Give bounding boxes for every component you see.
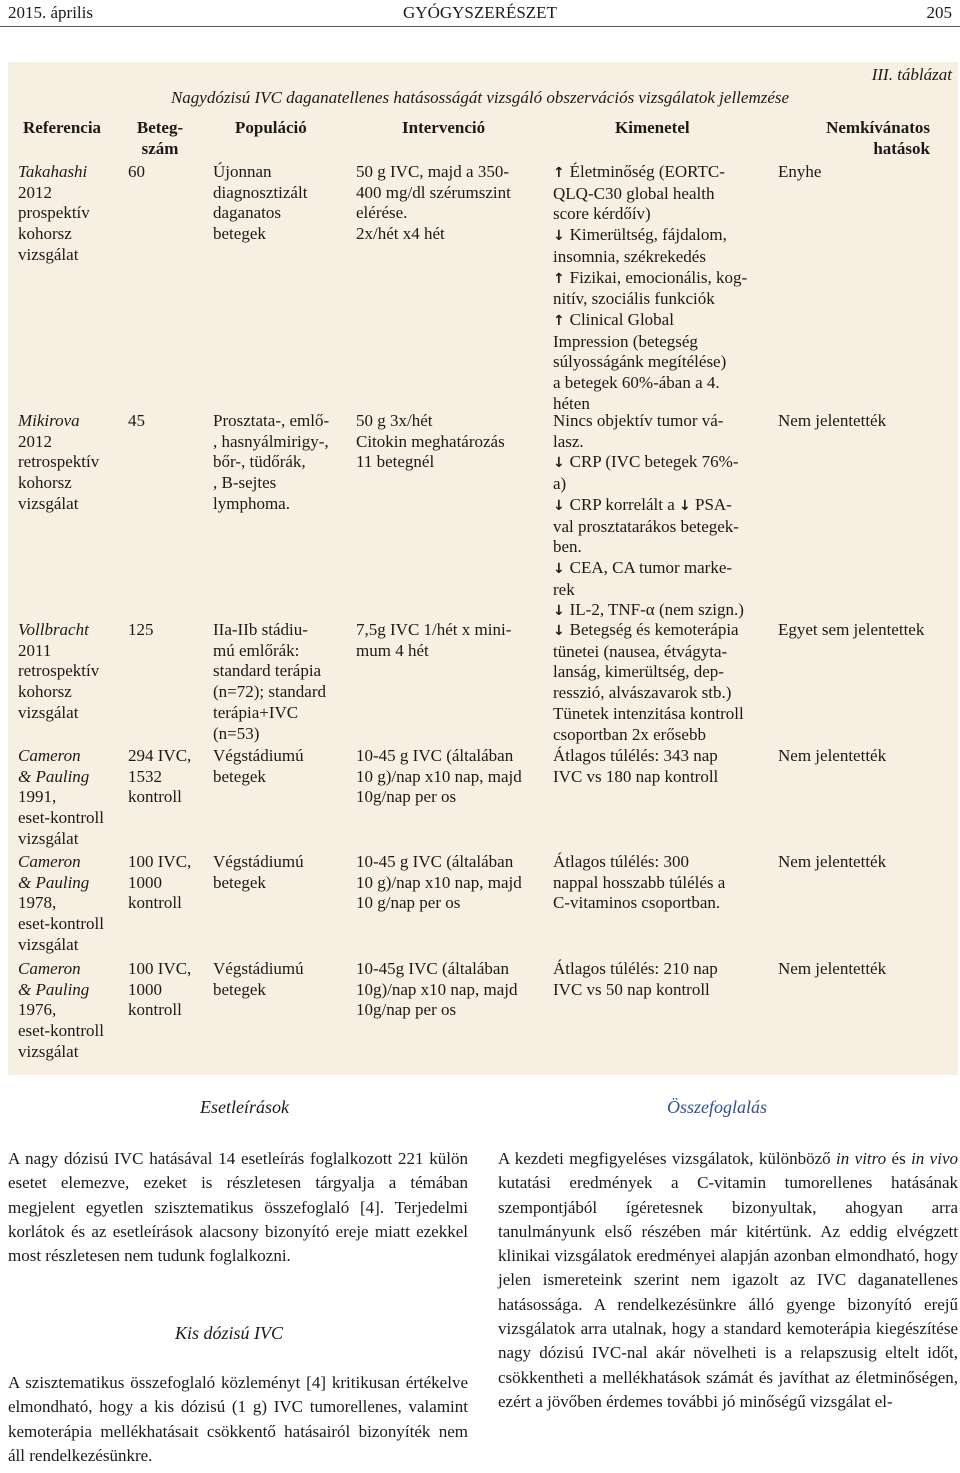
- outcome-line: [553, 600, 744, 622]
- journal-name: GYÓGYSZERÉSZET: [403, 3, 557, 22]
- col-head-intervencio: Intervenció: [402, 118, 486, 137]
- reference-line: Takahashi: [18, 162, 88, 181]
- reference-line: 2011: [18, 640, 52, 660]
- reference-line: vizsgálat: [18, 244, 79, 264]
- cell-reference: [18, 746, 104, 850]
- outcome-text: resszió, alvászavarok stb.): [553, 683, 732, 703]
- reference-line: kohorsz: [18, 224, 72, 244]
- cell-reference: [18, 162, 90, 266]
- outcome-line: [553, 247, 747, 268]
- reference-line: eset-kontroll: [18, 914, 104, 934]
- reference-line: & Pauling: [18, 766, 90, 786]
- outcome-item: [553, 959, 718, 1000]
- outcome-line: [553, 517, 744, 538]
- arrow-up-icon: ↑: [553, 270, 570, 287]
- outcome-text: ben.: [553, 537, 582, 557]
- text-span: kutatási eredmények a C-vitamin tumorellenes hatásának szempontjából ígéretesnek bizonyultak, ahogyan arra tanulmányunk első részében már kitértünk. Az eddig elvégzett klinikai vizsgálatok eredményei alapján azonban elmondható, hogy jelen ismereteink szerint nem igazolt az IVC daganatellenes hatásossága. A rendelkezésünkre álló gyenge bizonyító erejű vizsgálatok arra utalnak, hogy a standard kemoterápia kiegészítése nagy dózisú IVC-nal akár növelheti is a relapszusig eltelt időt, csökkentheti a mellékhatások számát és javíthat az életminőségen, ezért a jövőben érdemes további jó minőségű vizsgálat el-: [498, 1173, 958, 1411]
- paragraph-osszefoglalas: [498, 1147, 958, 1414]
- outcome-text: tünetei (nausea, étvágyta-: [553, 641, 728, 661]
- cell-population: Prosztata-, emlő- , hasnyálmirigy-, bőr-, tüdőrák, , B-sejtes lymphoma.: [213, 411, 330, 513]
- outcome-text: QLQ-C30 global health: [553, 183, 715, 203]
- outcome-text: Életminőség (EORTC-: [569, 162, 725, 181]
- arrow-down-icon: ↓: [553, 560, 570, 577]
- outcome-text: Betegség és kemoterápia: [569, 620, 739, 639]
- outcome-item: [553, 225, 747, 267]
- cell-intervention: 50 g IVC, majd a 350- 400 mg/dl szérumszint elérése. 2x/hét x4 hét: [356, 162, 511, 244]
- cell-population: Újonnan diagnosztizált daganatos betegek: [213, 162, 308, 244]
- outcome-text: nappal hosszabb túlélés a: [553, 872, 726, 892]
- outcome-text: CRP korrelált a ↓ PSA-: [569, 494, 732, 514]
- outcome-text: Nincs objektív tumor vá-: [553, 411, 724, 430]
- outcome-item: [553, 310, 747, 415]
- reference-line: kohorsz: [18, 473, 72, 493]
- cell-patient-count: 60: [128, 162, 145, 181]
- outcome-text: IL-2, TNF-α (nem szign.): [569, 600, 744, 620]
- reference-line: Cameron: [18, 959, 81, 978]
- col-head-kimenetel: Kimenetel: [615, 118, 690, 137]
- cell-reference: [18, 620, 99, 724]
- section-title-osszefoglalas: Összefoglalás: [667, 1097, 768, 1117]
- outcome-line: [553, 746, 718, 767]
- arrow-down-icon: ↓: [553, 455, 570, 472]
- outcome-text: insomnia, székrekedés: [553, 246, 706, 266]
- cell-outcome: [553, 746, 718, 787]
- cell-reference: [18, 959, 104, 1063]
- outcome-line: [553, 873, 725, 894]
- outcome-text: Kimerültség, fájdalom,: [569, 225, 727, 245]
- arrow-down-icon: ↓: [553, 497, 570, 514]
- outcome-line: [553, 495, 744, 517]
- outcome-line: [553, 537, 744, 558]
- outcome-line: [553, 225, 747, 247]
- cell-population: Végstádiumú betegek: [213, 746, 304, 786]
- outcome-text: Átlagos túlélés: 210 nap: [553, 959, 718, 978]
- section-title-esetleirasok: Esetleírások: [200, 1097, 289, 1117]
- outcome-line: [553, 725, 744, 746]
- paragraph-text: [498, 1147, 958, 1414]
- outcome-line: [553, 452, 744, 474]
- outcome-line: [553, 332, 747, 353]
- outcome-line: [553, 558, 744, 580]
- cell-reference: [18, 411, 99, 515]
- reference-line: vizsgálat: [18, 934, 79, 954]
- reference-line: vizsgálat: [18, 828, 79, 848]
- outcome-text: score kérdőív): [553, 204, 651, 224]
- outcome-item: [553, 600, 744, 622]
- outcome-item: [553, 411, 744, 452]
- outcome-line: [553, 683, 744, 704]
- cell-population: IIa-IIb stádiu- mú emlőrák: standard terápia (n=72); standard terápia+IVC (n=53): [213, 620, 326, 743]
- outcome-text: IVC vs 180 nap kontroll: [553, 766, 719, 786]
- paragraph-kis-dozisu: [8, 1371, 468, 1468]
- outcome-line: [553, 580, 744, 601]
- text-span: és: [886, 1149, 912, 1168]
- cell-outcome: [553, 959, 718, 1000]
- cell-patient-count: 100 IVC, 1000 kontroll: [128, 852, 192, 913]
- outcome-line: [553, 268, 747, 290]
- cell-outcome: [553, 411, 744, 622]
- outcome-line: [553, 959, 718, 980]
- cell-intervention: 10-45 g IVC (általában 10 g)/nap x10 nap, majd 10 g/nap per os: [356, 852, 522, 913]
- outcome-text: a betegek 60%-ában a 4.: [553, 373, 720, 393]
- cell-adverse-effects: Nem jelentették: [778, 852, 887, 871]
- reference-line: vizsgálat: [18, 1041, 79, 1061]
- in-vivo-term: in vivo: [911, 1149, 959, 1168]
- paragraph-esetleirasok: [8, 1147, 468, 1268]
- outcome-text: val prosztatarákos betegek-: [553, 516, 739, 536]
- in-vitro-term: in vitro: [836, 1149, 887, 1168]
- reference-line: eset-kontroll: [18, 1021, 104, 1041]
- outcome-line: [553, 352, 747, 373]
- cell-patient-count: 100 IVC, 1000 kontroll: [128, 959, 192, 1020]
- outcome-line: [553, 289, 747, 310]
- outcome-text: IVC vs 50 nap kontroll: [553, 979, 710, 999]
- outcome-line: [553, 704, 744, 725]
- reference-line: & Pauling: [18, 979, 90, 999]
- outcome-item: [553, 746, 718, 787]
- page-number: 205: [926, 3, 952, 22]
- reference-line: kohorsz: [18, 682, 72, 702]
- cell-adverse-effects: Nem jelentették: [778, 959, 887, 978]
- cell-intervention: 10-45 g IVC (általában 10 g)/nap x10 nap, majd 10g/nap per os: [356, 746, 522, 807]
- outcome-text: Átlagos túlélés: 300: [553, 852, 689, 871]
- outcome-line: [553, 662, 744, 683]
- cell-patient-count: 125: [128, 620, 154, 639]
- cell-patient-count: 294 IVC, 1532 kontroll: [128, 746, 192, 807]
- outcome-text: lasz.: [553, 431, 584, 451]
- outcome-item: [553, 495, 744, 558]
- cell-adverse-effects: Egyet sem jelentettek: [778, 620, 925, 639]
- cell-intervention: 10-45g IVC (általában 10g)/nap x10 nap, majd 10g/nap per os: [356, 959, 518, 1020]
- text-span: A kezdeti megfigyeléses vizsgálatok, különböző: [498, 1149, 837, 1168]
- outcome-text: CEA, CA tumor marke-: [569, 557, 733, 577]
- cell-population: Végstádiumú betegek: [213, 852, 304, 892]
- outcome-text: Clinical Global: [569, 309, 674, 329]
- reference-line: vizsgálat: [18, 493, 79, 513]
- arrow-up-icon: ↑: [553, 312, 570, 329]
- outcome-item: [553, 852, 725, 914]
- outcome-text: lanság, kimerültség, dep-: [553, 662, 724, 682]
- outcome-text: Fizikai, emocionális, kog-: [569, 267, 748, 287]
- outcome-item: [553, 558, 744, 600]
- reference-line: 2012: [18, 182, 52, 202]
- outcome-text: nitív, szociális funkciók: [553, 289, 715, 309]
- arrow-down-icon: ↓: [553, 228, 570, 245]
- outcome-line: [553, 204, 747, 225]
- arrow-up-icon: ↑: [553, 165, 570, 181]
- issue-date: 2015. április: [8, 3, 93, 22]
- paragraph-text: A nagy dózisú IVC hatásával 14 esetleírás foglalkozott 221 külön esetet elemezve, ezeket is részletesen tárgyalja a témában megjelent egyetlen szisztematikus összefoglaló [4]. Terjedelmi korlátok és az esetleírások alacsony bizonyító ereje miatt ezekkel most részletesen nem tudunk foglalkozni.: [8, 1149, 468, 1266]
- outcome-text: rek: [553, 579, 575, 599]
- table-label: III. táblázat: [871, 65, 952, 84]
- cell-outcome: [553, 620, 744, 745]
- outcome-text: C-vitaminos csoportban.: [553, 893, 721, 913]
- outcome-line: [553, 852, 725, 873]
- outcome-text: Tünetek intenzitása kontroll: [553, 703, 744, 723]
- outcome-line: [553, 767, 718, 788]
- reference-line: retrospektív: [18, 452, 100, 472]
- outcome-line: [553, 893, 725, 914]
- col-head-referencia: Referencia: [23, 118, 102, 137]
- outcome-line: [553, 474, 744, 495]
- cell-reference: [18, 852, 104, 956]
- cell-population: Végstádiumú betegek: [213, 959, 304, 999]
- reference-line: 1976,: [18, 1000, 57, 1020]
- outcome-text: Átlagos túlélés: 343 nap: [553, 746, 718, 765]
- outcome-line: [553, 642, 744, 663]
- outcome-line: [553, 184, 747, 205]
- reference-line: Cameron: [18, 746, 81, 765]
- outcome-line: [553, 620, 744, 642]
- outcome-item: [553, 268, 747, 310]
- outcome-text: héten: [553, 393, 590, 413]
- col-head-nemkivanatos: Nemkívánatos hatások: [826, 118, 930, 158]
- cell-patient-count: 45: [128, 411, 145, 430]
- reference-line: 1991,: [18, 787, 57, 807]
- page-header: [0, 0, 960, 27]
- cell-adverse-effects: Nem jelentették: [778, 411, 887, 430]
- reference-line: Mikirova: [18, 411, 80, 430]
- outcome-line: [553, 432, 744, 453]
- col-head-populacio: Populáció: [235, 118, 307, 137]
- col-head-betegszam: Beteg- szám: [136, 118, 184, 158]
- cell-intervention: 50 g 3x/hét Citokin meghatározás 11 betegnél: [356, 411, 505, 472]
- reference-line: retrospektív: [18, 661, 100, 681]
- arrow-down-icon: ↓: [553, 603, 570, 620]
- outcome-item: [553, 620, 744, 745]
- outcome-text: a): [553, 474, 567, 494]
- outcome-item: [553, 452, 744, 494]
- outcome-text: CRP (IVC betegek 76%-: [569, 452, 739, 472]
- table-title: Nagydózisú IVC daganatellenes hatásosságát vizsgáló obszervációs vizsgálatok jellemzése: [170, 88, 790, 107]
- reference-line: 2012: [18, 431, 52, 451]
- outcome-line: [553, 310, 747, 332]
- reference-line: prospektív: [18, 203, 90, 223]
- cell-outcome: [553, 162, 747, 414]
- outcome-item: [553, 162, 747, 225]
- reference-line: & Pauling: [18, 872, 90, 892]
- reference-line: eset-kontroll: [18, 808, 104, 828]
- outcome-text: súlyosságánk megítélése): [553, 352, 727, 372]
- arrow-down-icon: ↓: [553, 623, 570, 639]
- outcome-text: csoportban 2x erősebb: [553, 724, 706, 744]
- cell-adverse-effects: Nem jelentették: [778, 746, 887, 765]
- paragraph-text: A szisztematikus összefoglaló közleményt [4] kritikusan értékelve elmondható, hogy a kis dózisú (1 g) IVC tumorellenes, valamint kemoterápia mellékhatásait csökkentő hatásairól bizonyíték nem áll rendelkezésünkre.: [8, 1373, 468, 1465]
- outcome-text: Impression (betegség: [553, 331, 698, 351]
- cell-adverse-effects: Enyhe: [778, 162, 822, 181]
- outcome-line: [553, 411, 744, 432]
- reference-line: 1978,: [18, 893, 57, 913]
- reference-line: Vollbracht: [18, 620, 89, 639]
- outcome-line: [553, 373, 747, 394]
- cell-outcome: [553, 852, 725, 914]
- outcome-line: [553, 162, 747, 184]
- outcome-line: [553, 980, 718, 1001]
- reference-line: vizsgálat: [18, 702, 79, 722]
- cell-intervention: 7,5g IVC 1/hét x mini- mum 4 hét: [356, 620, 512, 660]
- reference-line: Cameron: [18, 852, 81, 871]
- section-title-kis-dozisu: Kis dózisú IVC: [175, 1323, 284, 1343]
